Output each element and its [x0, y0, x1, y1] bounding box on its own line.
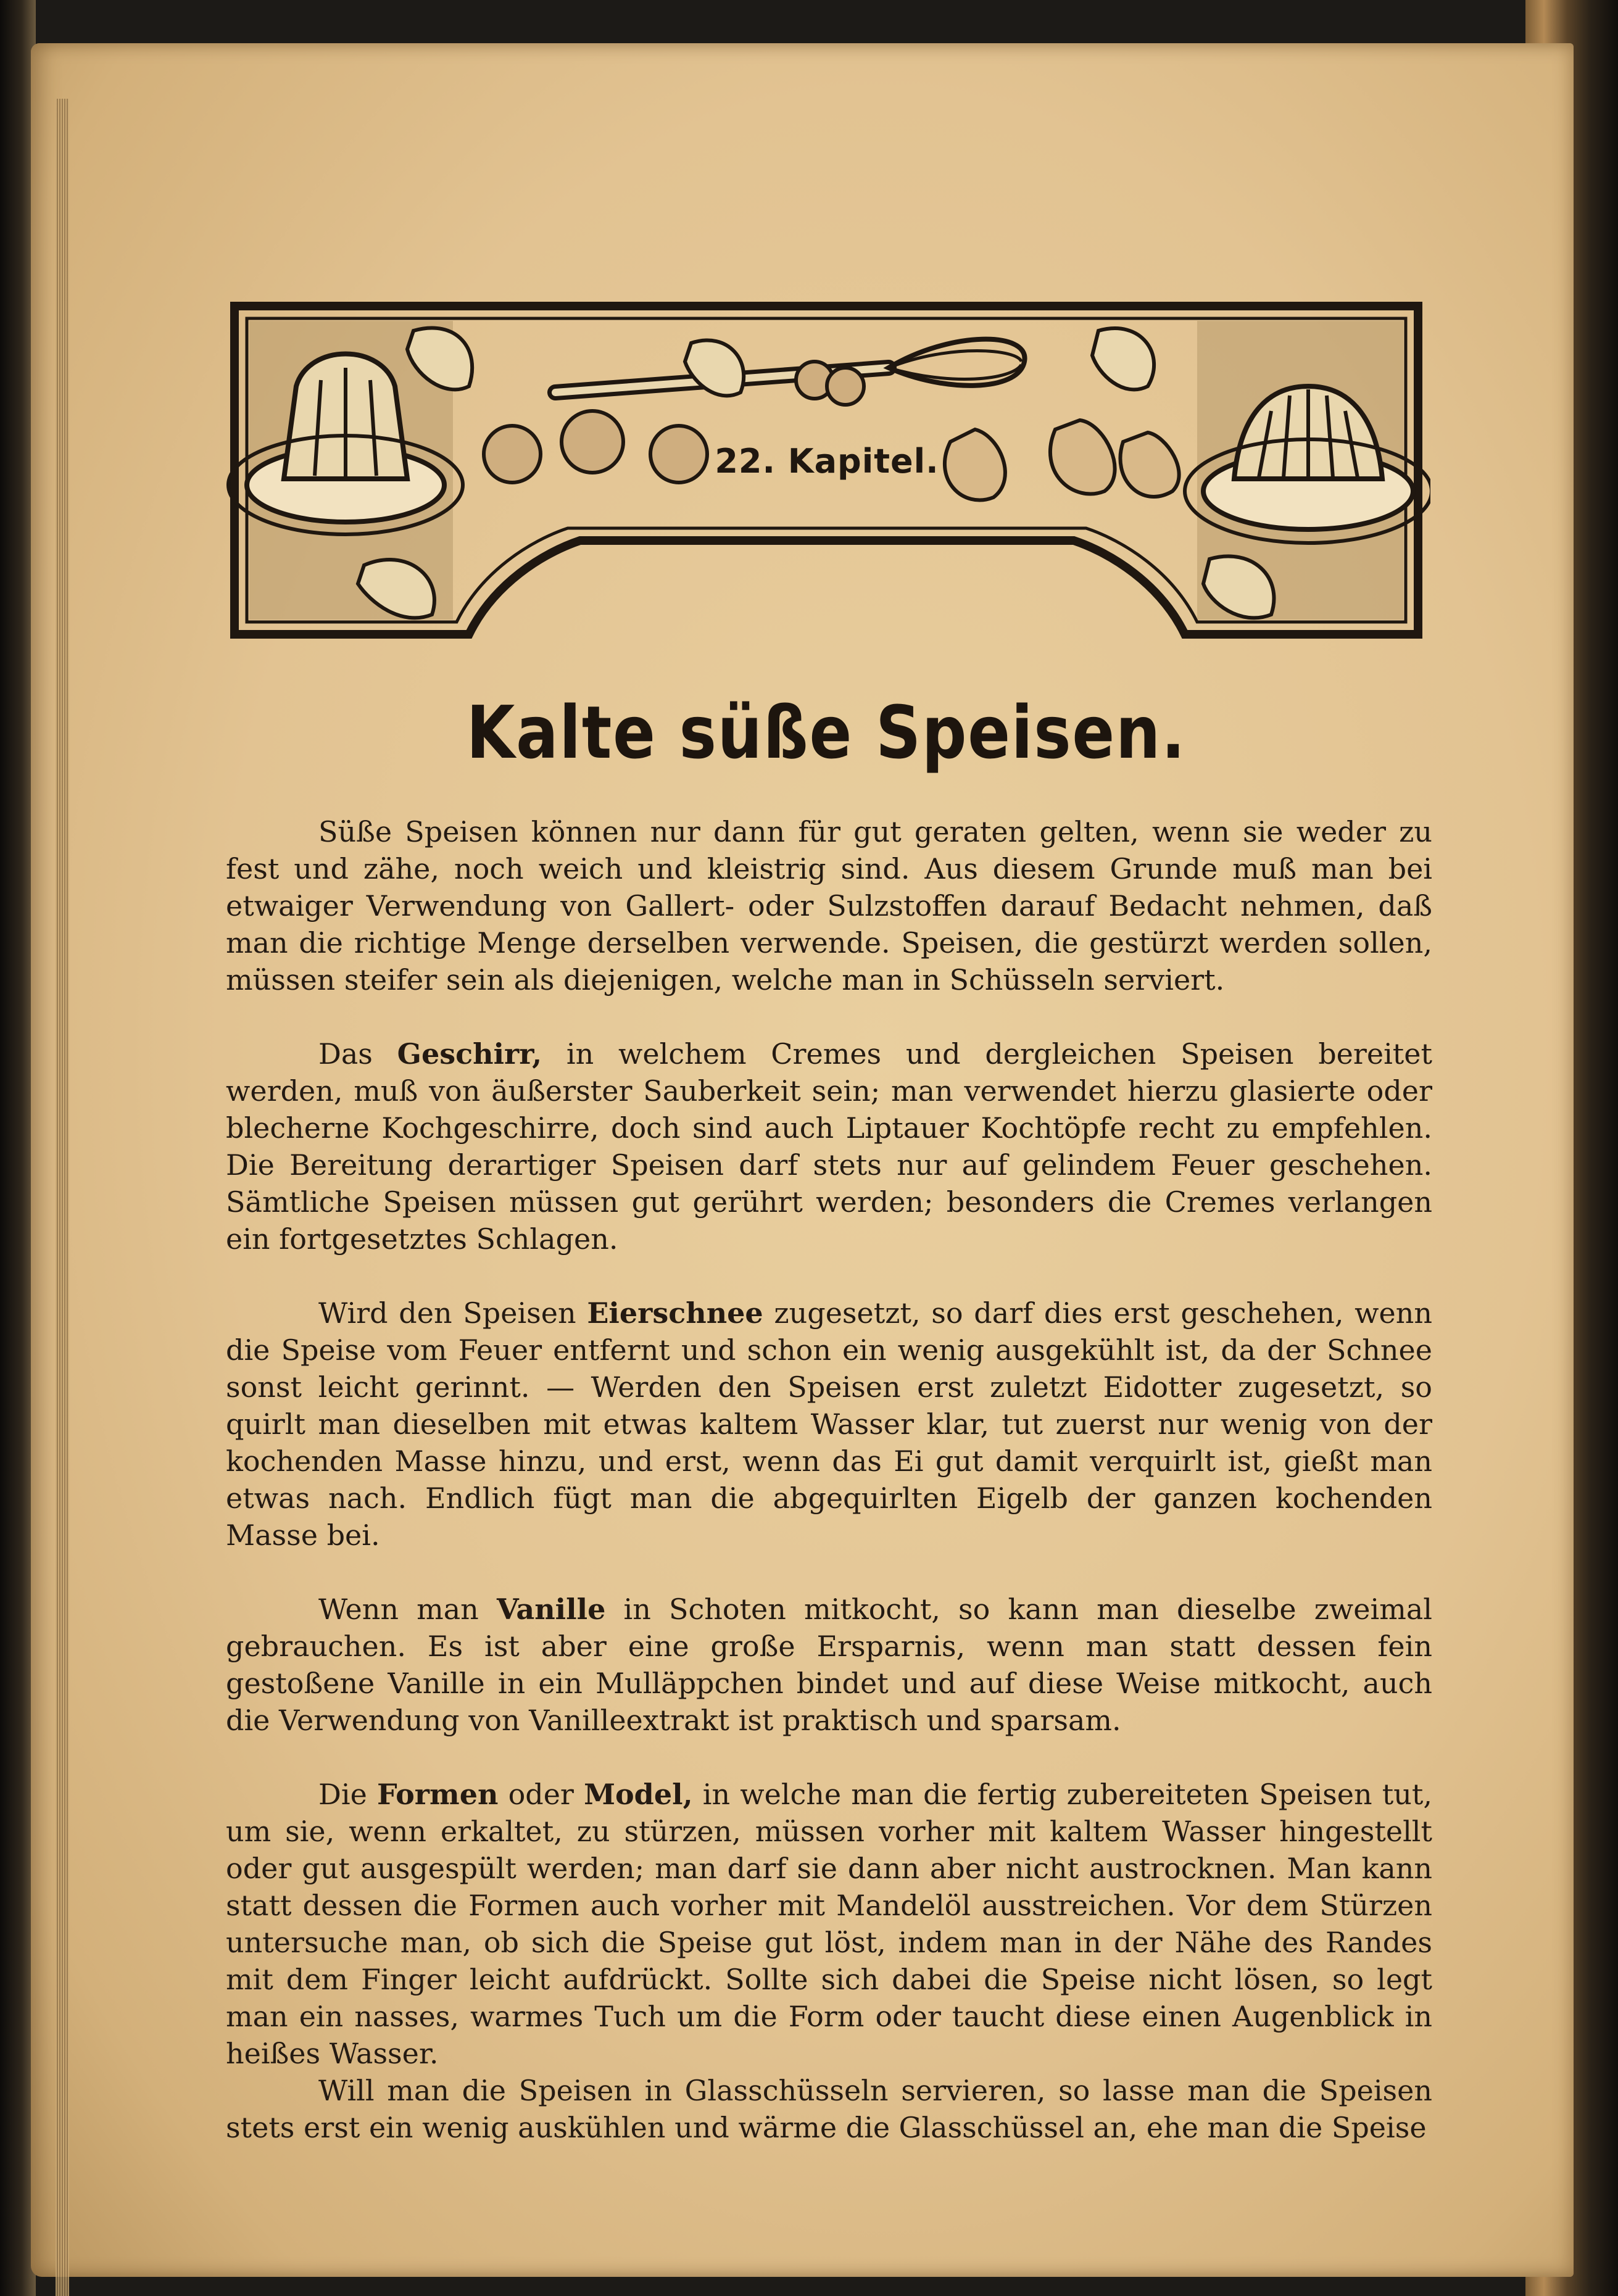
paragraph-1: Süße Speisen können nur dann für gut geraten gelten, wenn sie weder zu fest und zähe, noch weich und kleistrig sind. Aus diesem Grunde muß man bei etwaiger Verwendung von Gallert- oder Sulzstoffen darauf Bedacht nehmen, daß man die richtige Menge derselben verwende. Speisen, die gestürzt werden sollen, müssen steifer sein als diejenigen, welche man in Schüsseln serviert.	[226, 815, 1432, 997]
paragraph-5-emphasis-2: Model,	[584, 1778, 693, 1811]
paragraph-6: Will man die Speisen in Glasschüsseln servieren, so lasse man die Speisen stets erst ein wenig auskühlen und wärme die Glasschüssel an, ehe man die Speise	[226, 2074, 1432, 2144]
paragraph-3-post: zugesetzt, so darf dies erst geschehen, wenn die Speise vom Feuer entfernt und schon ein wenig ausgekühlt ist, da der Schnee sonst leicht gerinnt. — Werden den Speisen erst zuletzt Eidotter zugesetzt, so quirlt man dieselben mit etwas kaltem Wasser klar, tut zuerst nur wenig von der kochenden Masse hinzu, und erst, wenn das Ei gut damit verquirlt ist, gießt man etwas nach. Endlich fügt man die abgequirlten Eigelb der ganzen kochenden Masse bei.	[226, 1296, 1432, 1552]
whisk-icon	[555, 339, 1025, 392]
paragraph-3-pre: Wird den Speisen	[318, 1296, 587, 1330]
page-stack-edge	[56, 99, 69, 2296]
paragraph-5-mid: oder	[498, 1778, 584, 1811]
paragraph-3-emphasis: Eierschnee	[587, 1296, 763, 1330]
chapter-header-ornament	[222, 294, 1430, 647]
paragraph-5	[226, 1776, 1432, 2072]
paragraph-2	[226, 1035, 1432, 1258]
paragraph-4	[226, 1591, 1432, 1739]
chapter-label: 22. Kapitel.	[715, 442, 939, 481]
paragraph-5-pre: Die	[318, 1778, 377, 1811]
paragraph-5-post: in welche man die fertig zubereiteten Speisen tut, um sie, wenn erkaltet, zu stürzen, müssen vorher mit kaltem Wasser hingestellt oder gut ausgespült werden; man darf sie dann aber nicht austrocknen. Man kann statt dessen die Formen auch vorher mit Mandelöl ausstreichen. Vor dem Stürzen untersuche man, ob sich die Speise gut löst, indem man in der Nähe des Randes mit dem Finger leicht aufdrückt. Sollte sich dabei die Speise nicht lösen, so legt man ein nasses, warmes Tuch um die Form oder taucht diese einen Augenblick in heißes Wasser.	[226, 1778, 1432, 2070]
paragraph-3	[226, 1295, 1432, 1554]
page-title: Kalte süße Speisen.	[466, 690, 1187, 775]
paragraph-2-emphasis: Geschirr,	[397, 1037, 542, 1071]
strawberries-icon	[945, 420, 1179, 500]
body-text	[226, 813, 1432, 2146]
paragraph-5-emphasis: Formen	[376, 1778, 499, 1811]
paragraph-4-emphasis: Vanille	[496, 1593, 606, 1626]
paragraph-4-pre: Wenn man	[318, 1593, 497, 1626]
paragraph-2-pre: Das	[318, 1037, 397, 1071]
paragraph-4-post: in Schoten mitkocht, so kann man dieselbe zweimal gebrauchen. Es ist aber eine große Ersparnis, wenn man statt dessen fein gestoßene Vanille in ein Mulläppchen bindet und auf diese Weise mitkocht, auch die Verwendung von Vanilleextrakt ist praktisch und sparsam.	[226, 1593, 1432, 1737]
paragraph-2-post: in welchem Cremes und dergleichen Speisen bereitet werden, muß von äußerster Sauberkeit sein; man verwendet hierzu glasierte oder blecherne Kochgeschirre, doch sind auch Liptauer Kochtöpfe recht zu empfehlen. Die Bereitung derartiger Speisen darf stets nur auf gelindem Feuer geschehen. Sämtliche Speisen müssen gut gerührt werden; besonders die Cremes verlangen ein fortgesetztes Schlagen.	[226, 1037, 1432, 1256]
